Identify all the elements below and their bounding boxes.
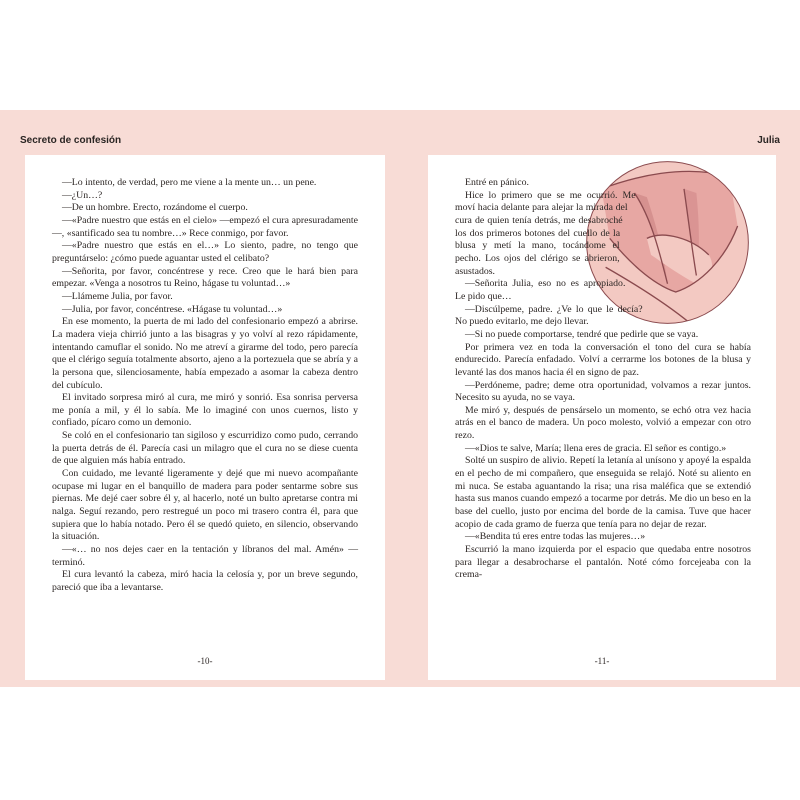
left-page-number: -10- — [197, 656, 213, 666]
paragraph: Se coló en el confesionario tan sigiloso y escurridizo como pudo, cerrando la puerta detrás de él. Parecía casi un milagro que el cura no se diese cuenta de que alguien más había entrado. — [52, 430, 358, 467]
paragraph: —«Padre nuestro que estás en el cielo» —empezó el cura apresuradamente—, «santificado sea tu nombre…» Rece conmigo, por favor. — [52, 214, 358, 239]
paragraph: —De un hombre. Erecto, rozándome el cuerpo. — [62, 202, 248, 214]
paragraph: Hice lo primero que se me ocurrió. Me moví hacia delante para alejar la mirada del cura de quien tenía detrás, me desabroché los dos primeros botones del cuello de la blusa y metí la mano, tocándome el pecho. Los ojos del clérigo se abrieron, asustados. — [455, 189, 636, 277]
left-page — [25, 155, 385, 680]
paragraph: —«Bendita tú eres entre todas las mujeres…» — [465, 531, 646, 543]
paragraph: —«… no nos dejes caer en la tentación y líbranos del mal. Amén» —terminó. — [52, 544, 358, 568]
paragraph: —Llámeme Julia, por favor. — [62, 290, 173, 302]
paragraph: —Si no puede comportarse, tendré que pedirle que se vaya. — [465, 328, 699, 340]
left-page-text — [52, 177, 358, 595]
paragraph: Escurrió la mano izquierda por el espacio que quedaba entre nosotros para llegar a desabrocharse el pantalón. Noté cómo forcejeaba con la crema- — [455, 544, 751, 581]
paragraph: Entré en pánico. — [465, 177, 529, 188]
paragraph: Con cuidado, me levanté ligeramente y dejé que mi nuevo acompañante ocupase mi lugar en el banquillo de madera para poder sentarme sobre sus piernas. Me dejé caer sobre él y, al hacerlo, noté un bulto apretarse contra mi nalga. Seguí rezando, pero restregué un poco mi trasero contra él, para que supiera que lo había notado. Pero él se quedó quieto, en silencio, observando la situación. — [52, 468, 358, 543]
left-running-head: Secreto de confesión — [20, 135, 122, 146]
paragraph: En ese momento, la puerta de mi lado del confesionario empezó a abrirse. La madera vieja chirrió junto a las bisagras y yo volví al rezo rápidamente, intentando camuflar el sonido. No me atreví a girarme del todo, pero parecía que el clérigo seguía totalmente absorto, ajeno a la portezuela que se abría y a la persona que, silenciosamente, había empezado a asomar la cabeza dentro del cubículo. — [52, 316, 358, 391]
paragraph: Por primera vez en toda la conversación el tono del cura se había endurecido. Parecía enfadado. Volví a cerrarme los botones de la blusa y levanté las dos manos hacia él en signo de paz. — [455, 341, 751, 378]
paragraph: El invitado sorpresa miró al cura, me miró y sonrió. Esa sonrisa perversa me ponía a mil, y él lo sabía. Me lo imaginé con unos cuernos, listo y confiado, pícaro como un demonio. — [52, 392, 358, 429]
right-running-head: Julia — [757, 135, 780, 146]
paragraph: —Perdóneme, padre; deme otra oportunidad, volvamos a rezar juntos. Necesito su ayuda, no se vaya. — [455, 379, 751, 404]
paragraph: —Julia, por favor, concéntrese. «Hágase tu voluntad…» — [62, 303, 283, 315]
paragraph: El cura levantó la cabeza, miró hacia la celosía y, por un breve segundo, pareció que iba a levantarse. — [52, 569, 358, 593]
paragraph: Me miró y, después de pensárselo un momento, se echó otra vez hacia atrás en el banco de madera. Un poco molesto, volvió a empezar con otro rezo. — [455, 404, 751, 442]
right-page-text — [455, 177, 751, 582]
paragraph: —«Dios te salve, María; llena eres de gracia. El señor es contigo.» — [465, 442, 727, 454]
paragraph: —¿Un…? — [62, 189, 103, 201]
paragraph: Solté un suspiro de alivio. Repetí la letanía al unísono y apoyé la espalda en el pecho de mi compañero, que enseguida se relajó. Noté su aliento en mi nuca. Se estaba aguantando la risa; una risa maléfica que se extendió hasta sus manos cuando empezó a tocarme por detrás. Me dio un beso en la base del cuello, justo por encima del borde de la camisa. Tuve que hacer acopio de cada gramo de fuerza que tenía para no dejar de rezar. — [455, 455, 751, 530]
paragraph: —Señorita, por favor, concéntrese y rece. Creo que le hará bien para empezar. «Venga a nosotros tu Reino, hágase tu voluntad…» — [52, 265, 358, 290]
paragraph: —«Padre nuestro que estás en el…» Lo siento, padre, no tengo que preguntárselo: ¿cómo puede aguantar usted el celibato? — [52, 240, 358, 264]
paragraph: —Discúlpeme, padre. ¿Ve lo que le decía? No puedo evitarlo, me dejo llevar. — [455, 303, 643, 328]
paragraph: —Lo intento, de verdad, pero me viene a la mente un… un pene. — [62, 177, 317, 188]
paragraph: —Señorita Julia, eso no es apropiado. Le pido que… — [455, 278, 626, 302]
right-page-number: -11- — [594, 656, 610, 666]
right-page — [428, 155, 776, 680]
